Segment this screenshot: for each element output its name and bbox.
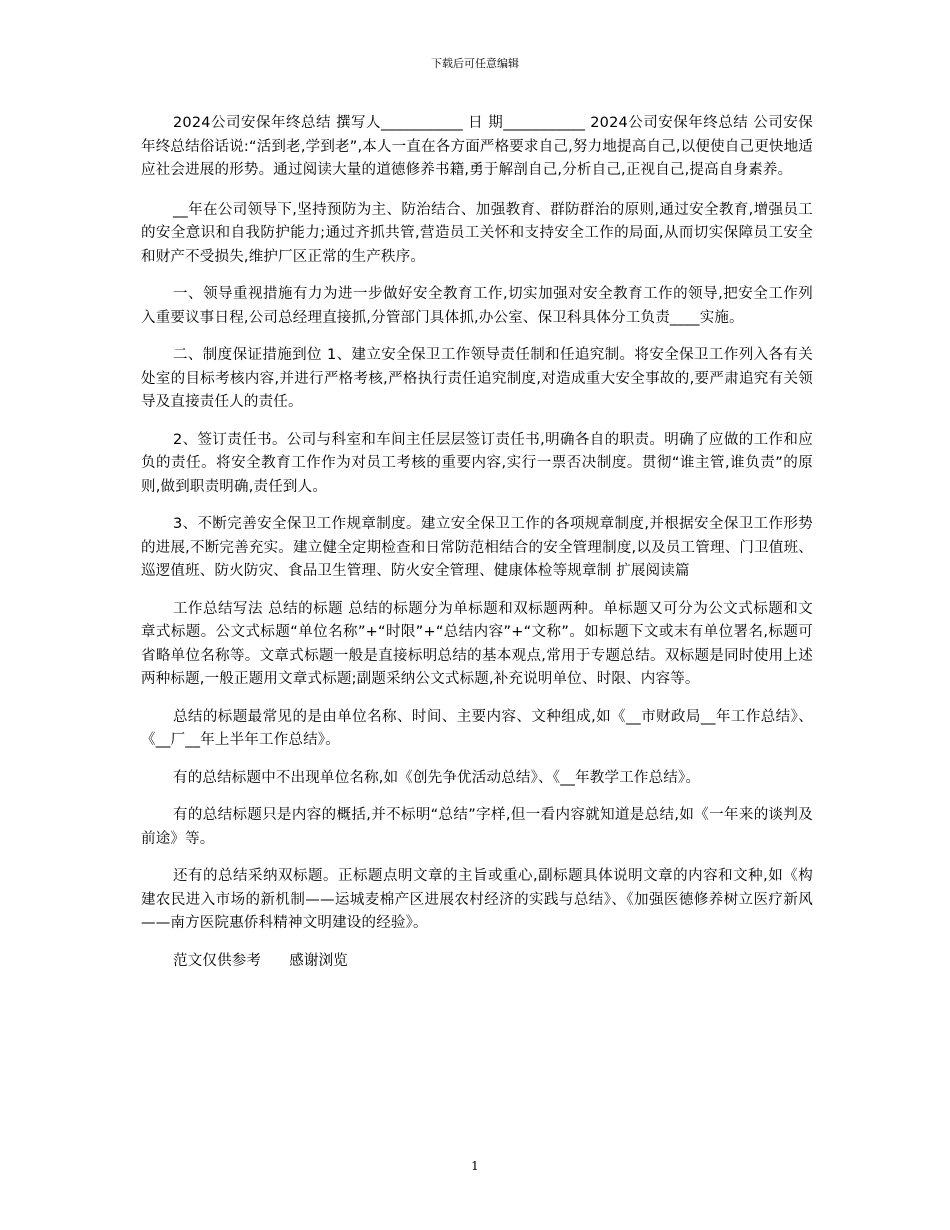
closing-note — [141, 950, 813, 974]
paragraph-system: 二、制度保证措施到位 1、建立安全保卫工作领导责任制和任追究制。将安全保卫工作列入各有关处室的目标考核内容,并进行严格考核,严格执行责任追究制度,对造成重大安全事故的,要严肃追究有关领导及直接责任人的责任。 — [141, 347, 813, 410]
paragraph-responsibility: 2、签订责任书。公司与科室和车间主任层层签订责任书,明确各自的职责。明确了应做的工作和应负的责任。将安全教育工作作为对员工考核的重要内容,实行一票否决制度。贯彻“谁主管,谁负责”的原则,做到职责明确,责任到人。 — [141, 431, 813, 495]
paragraph-overview: __年在公司领导下,坚持预防为主、防治结合、加强教育、群防群治的原则,通过安全教育,增强员工的安全意识和自我防护能力;通过齐抓共管,营造员工关怀和支持安全工作的局面,从而切实保障员工安全和财产不受损失,维护厂区正常的生产秩序。 — [141, 201, 813, 265]
paragraph-writing-method: 工作总结写法 总结的标题 总结的标题分为单标题和双标题两种。单标题又可分为公文式标题和文章式标题。公文式标题“单位名称”+“时限”+“总结内容”+“文称”。如标题下文或末有单位署名,标题可省略单位名称等。文章式标题一般是直接标明总结的基本观点,常用于专题总结。双标题是同时使用上述两种标题,一般正题用文章式标题;副题采纳公文式标题,补充说明单位、时限、内容等。 — [141, 600, 813, 687]
paragraph-no-unit-title: 有的总结标题中不出现单位名称,如《创先争优活动总结》、《__年教学工作总结》。 — [173, 769, 701, 786]
paragraph-double-title: 还有的总结采纳双标题。正标题点明文章的主旨或重心,副标题具体说明文章的内容和文种,如《构建农民进入市场的新机制——运城麦棉产区进展农村经济的实践与总结》、《加强医德修养树立医疗新风——南方医院惠侨科精神文明建设的经验》。 — [141, 868, 813, 931]
paragraph-common-title: 总结的标题最常见的是由单位名称、时间、主要内容、文种组成,如《__市财政局__年工作总结》、《__厂__年上半年工作总结》。 — [141, 708, 813, 748]
thanks-note: 感谢浏览 — [289, 952, 349, 969]
paragraph-leadership: 一、领导重视措施有力为进一步做好安全教育工作,切实加强对安全教育工作的领导,把安全工作列入重要议事日程,公司总经理直接抓,分管部门具体抓,办公室、保卫科具体分工负责____实施。 — [141, 286, 813, 326]
page-number: 1 — [471, 1159, 479, 1173]
document-body — [141, 112, 813, 987]
paragraph-regulations: 3、不断完善安全保卫工作规章制度。建立安全保卫工作的各项规章制度,并根据安全保卫工作形势的进展,不断完善充实。建立健全定期检查和日常防范相结合的安全管理制度,以及员工管理、门卫值班、巡逻值班、防火防灾、食品卫生管理、防火安全管理、健康体检等规章制 扩展阅读篇 — [141, 516, 813, 579]
paragraph-intro: 2024公司安保年终总结 撰写人___________ 日 期___________ 2024公司安保年终总结 公司安保年终总结俗话说:“活到老,学到老”,本人一直在各方面严格要求自己,努力地提高自己,以便使自己更快地适应社会进展的形势。通过阅读大量的道德修养书籍,勇于解剖自己,分析自己,正视自己,提高自身素养。 — [141, 115, 813, 178]
paragraph-summary-title: 有的总结标题只是内容的概括,并不标明“总结”字样,但一看内容就知道是总结,如《一年来的谈判及前途》等。 — [141, 807, 813, 847]
page-header: 下载后可任意编辑 — [431, 57, 519, 70]
reference-note: 范文仅供参考 — [173, 952, 262, 969]
